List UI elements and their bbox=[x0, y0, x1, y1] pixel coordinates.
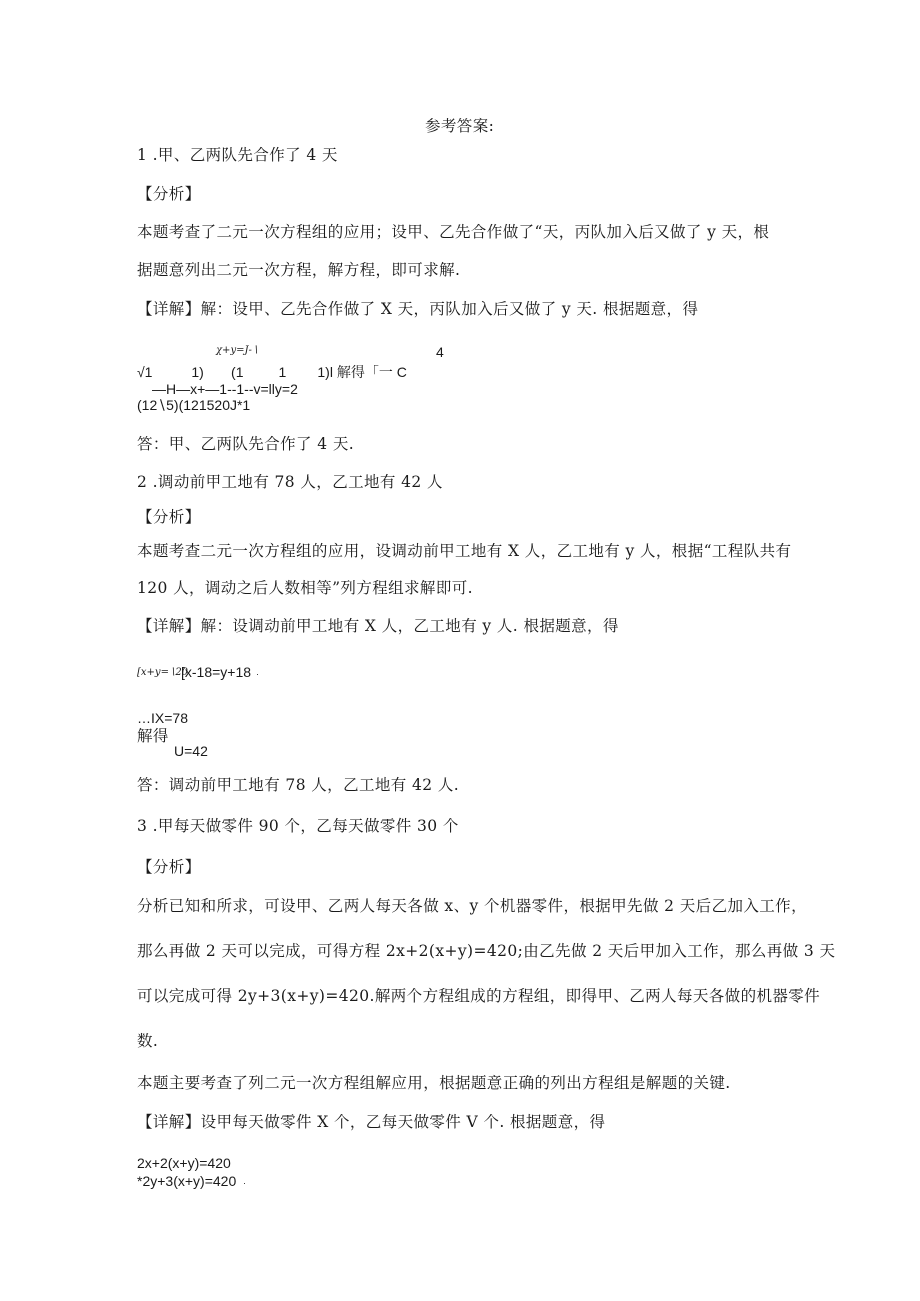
q3-analysis-line-4: 数. bbox=[137, 1032, 159, 1050]
q1-analysis-tag: 【分析】 bbox=[137, 185, 201, 203]
q2-equation-rest: [x-18=y+18 bbox=[181, 664, 252, 680]
q2-answer: 答：调动前甲工地有 78 人，乙工地有 42 人. bbox=[137, 776, 460, 794]
q1-analysis-line-2: 据题意列出二元一次方程，解方程，即可求解. bbox=[137, 261, 461, 279]
q1-analysis-line-1: 本题考查了二元一次方程组的应用；设甲、乙先合作做了“天，丙队加入后又做了 y 天，根 bbox=[137, 223, 770, 241]
q1-heading: 1 .甲、乙两队先合作了 4 天 bbox=[137, 146, 338, 164]
q3-analysis-line-3: 可以完成可得 2y+3(x+y)=420.解两个方程组成的方程组，即得甲、乙两人每天各做的机器零件 bbox=[137, 987, 821, 1005]
q2-solution-x: …IX=78 bbox=[137, 710, 188, 726]
q2-equation-small: [x+y=∖20 bbox=[137, 667, 189, 678]
q3-equation-2: *2y+3(x+y)=420 bbox=[137, 1173, 237, 1189]
q2-equation-mark: · bbox=[256, 669, 259, 679]
q2-solution-label: 解得 bbox=[137, 727, 169, 745]
q2-heading: 2 .调动前甲工地有 78 人，乙工地有 42 人 bbox=[137, 473, 443, 491]
page-title: 参考答案: bbox=[425, 117, 495, 135]
q3-equation-mark: · bbox=[243, 1178, 246, 1188]
q1-equation-four: 4 bbox=[436, 344, 444, 360]
q3-analysis-tag: 【分析】 bbox=[137, 858, 201, 876]
q1-equation-row-3: (12∖5)(121520J*1 bbox=[137, 397, 251, 413]
q1-detail-line: 【详解】解：设甲、乙先合作做了 X 天，丙队加入后又做了 y 天. 根据题意，得 bbox=[137, 300, 699, 318]
q2-analysis-line-2: 120 人，调动之后人数相等”列方程组求解即可. bbox=[137, 579, 473, 597]
q1-answer: 答：甲、乙两队先合作了 4 天. bbox=[137, 435, 355, 453]
q3-equation-1: 2x+2(x+y)=420 bbox=[137, 1155, 231, 1171]
q3-analysis-line-2: 那么再做 2 天可以完成，可得方程 2x+2(x+y)=420;由乙先做 2 天后甲加入工作，那么再做 3 天 bbox=[137, 942, 836, 960]
q2-detail-line: 【详解】解：设调动前甲工地有 X 人，乙工地有 y 人. 根据题意，得 bbox=[137, 617, 619, 635]
q1-equation-row-1: √1 1) (1 1 1)l 解得「一 C bbox=[137, 364, 407, 380]
q2-analysis-tag: 【分析】 bbox=[137, 508, 201, 526]
q2-analysis-line-1: 本题考查二元一次方程组的应用，设调动前甲工地有 X 人，乙工地有 y 人，根据“工程队共有 bbox=[137, 542, 792, 560]
q3-detail-line: 【详解】设甲每天做零件 X 个，乙每天做零件 V 个. 根据题意，得 bbox=[137, 1113, 606, 1131]
q3-summary: 本题主要考查了列二元一次方程组解应用，根据题意正确的列出方程组是解题的关键. bbox=[137, 1074, 731, 1092]
q3-analysis-line-1: 分析已知和所求，可设甲、乙两人每天各做 x、y 个机器零件，根据甲先做 2 天后乙加入工作， bbox=[137, 897, 807, 915]
q1-equation-small: χ+y=J-∖ bbox=[216, 345, 259, 356]
q1-equation-row-2: —H—x+—1--1--v=lly=2 bbox=[152, 381, 298, 397]
q2-solution-y: U=42 bbox=[174, 743, 208, 759]
q3-heading: 3 .甲每天做零件 90 个，乙每天做零件 30 个 bbox=[137, 817, 459, 835]
